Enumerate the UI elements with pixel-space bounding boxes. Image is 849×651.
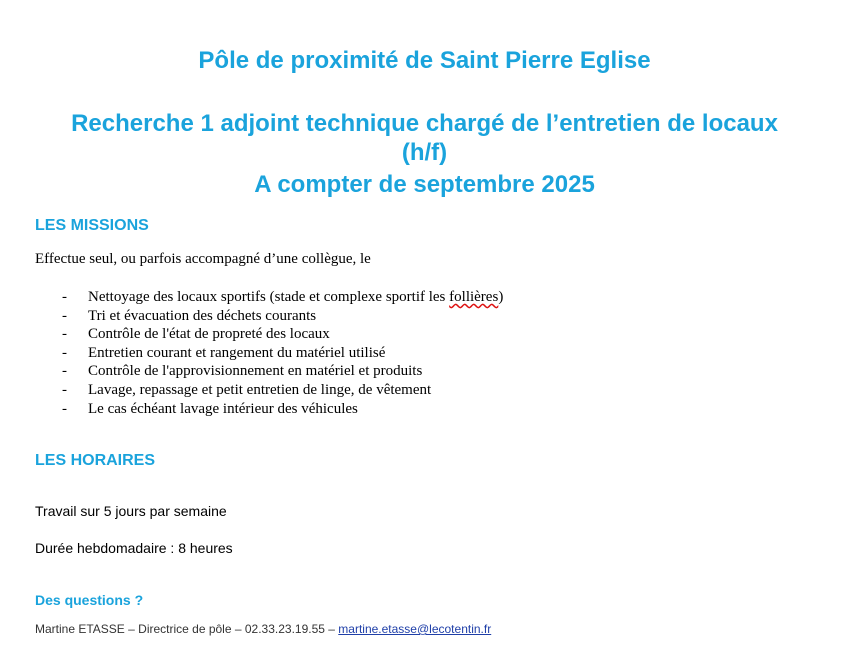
- list-item: [62, 400, 503, 419]
- bullet-dash: -: [62, 326, 67, 343]
- list-item-text-end: ): [498, 289, 504, 305]
- list-item: [62, 344, 503, 363]
- start-date: A compter de septembre 2025: [254, 171, 595, 198]
- bullet-dash: -: [62, 363, 67, 380]
- bullet-dash: -: [62, 400, 67, 417]
- bullet-dash: -: [62, 344, 67, 361]
- missions-list: [62, 288, 503, 418]
- bullet-dash: -: [62, 381, 67, 398]
- list-item: [62, 381, 503, 400]
- questions-heading: Des questions ?: [35, 592, 144, 608]
- list-item: [62, 307, 503, 326]
- list-item-text: Contrôle de l'état de propreté des locaux: [88, 326, 330, 343]
- work-days-text: Travail sur 5 jours par semaine: [35, 503, 227, 519]
- list-item-text: Entretien courant et rangement du matériel utilisé: [88, 344, 386, 361]
- list-item: [62, 325, 503, 344]
- list-item: [62, 288, 503, 307]
- job-title: Recherche 1 adjoint technique chargé de l’entretien de locaux: [71, 110, 778, 137]
- bullet-dash: -: [62, 289, 67, 305]
- gender-note: (h/f): [401, 139, 448, 166]
- missions-intro: Effectue seul, ou parfois accompagné d’une collègue, le: [35, 251, 371, 267]
- contact-line: [35, 622, 491, 636]
- weekly-hours-text: Durée hebdomadaire : 8 heures: [35, 540, 233, 556]
- list-item-text: Lavage, repassage et petit entretien de linge, de vêtement: [88, 381, 432, 398]
- email-link[interactable]: martine.etasse@lecotentin.fr: [338, 622, 492, 636]
- contact-text: Martine ETASSE – Directrice de pôle – 02.33.23.19.55 –: [35, 622, 339, 636]
- list-item-text: Contrôle de l'approvisionnement en matériel et produits: [88, 363, 423, 380]
- list-item-text: Tri et évacuation des déchets courants: [88, 307, 317, 324]
- page-title: Pôle de proximité de Saint Pierre Eglise: [198, 47, 651, 74]
- bullet-dash: -: [62, 307, 67, 324]
- horaires-heading: LES HORAIRES: [35, 452, 156, 469]
- missions-heading: LES MISSIONS: [35, 217, 149, 234]
- list-item-text: Nettoyage des locaux sportifs (stade et complexe sportif les: [88, 289, 450, 305]
- list-item: [62, 362, 503, 381]
- spellcheck-flagged-word[interactable]: follières: [449, 289, 499, 305]
- list-item-text: Le cas échéant lavage intérieur des véhicules: [88, 400, 358, 417]
